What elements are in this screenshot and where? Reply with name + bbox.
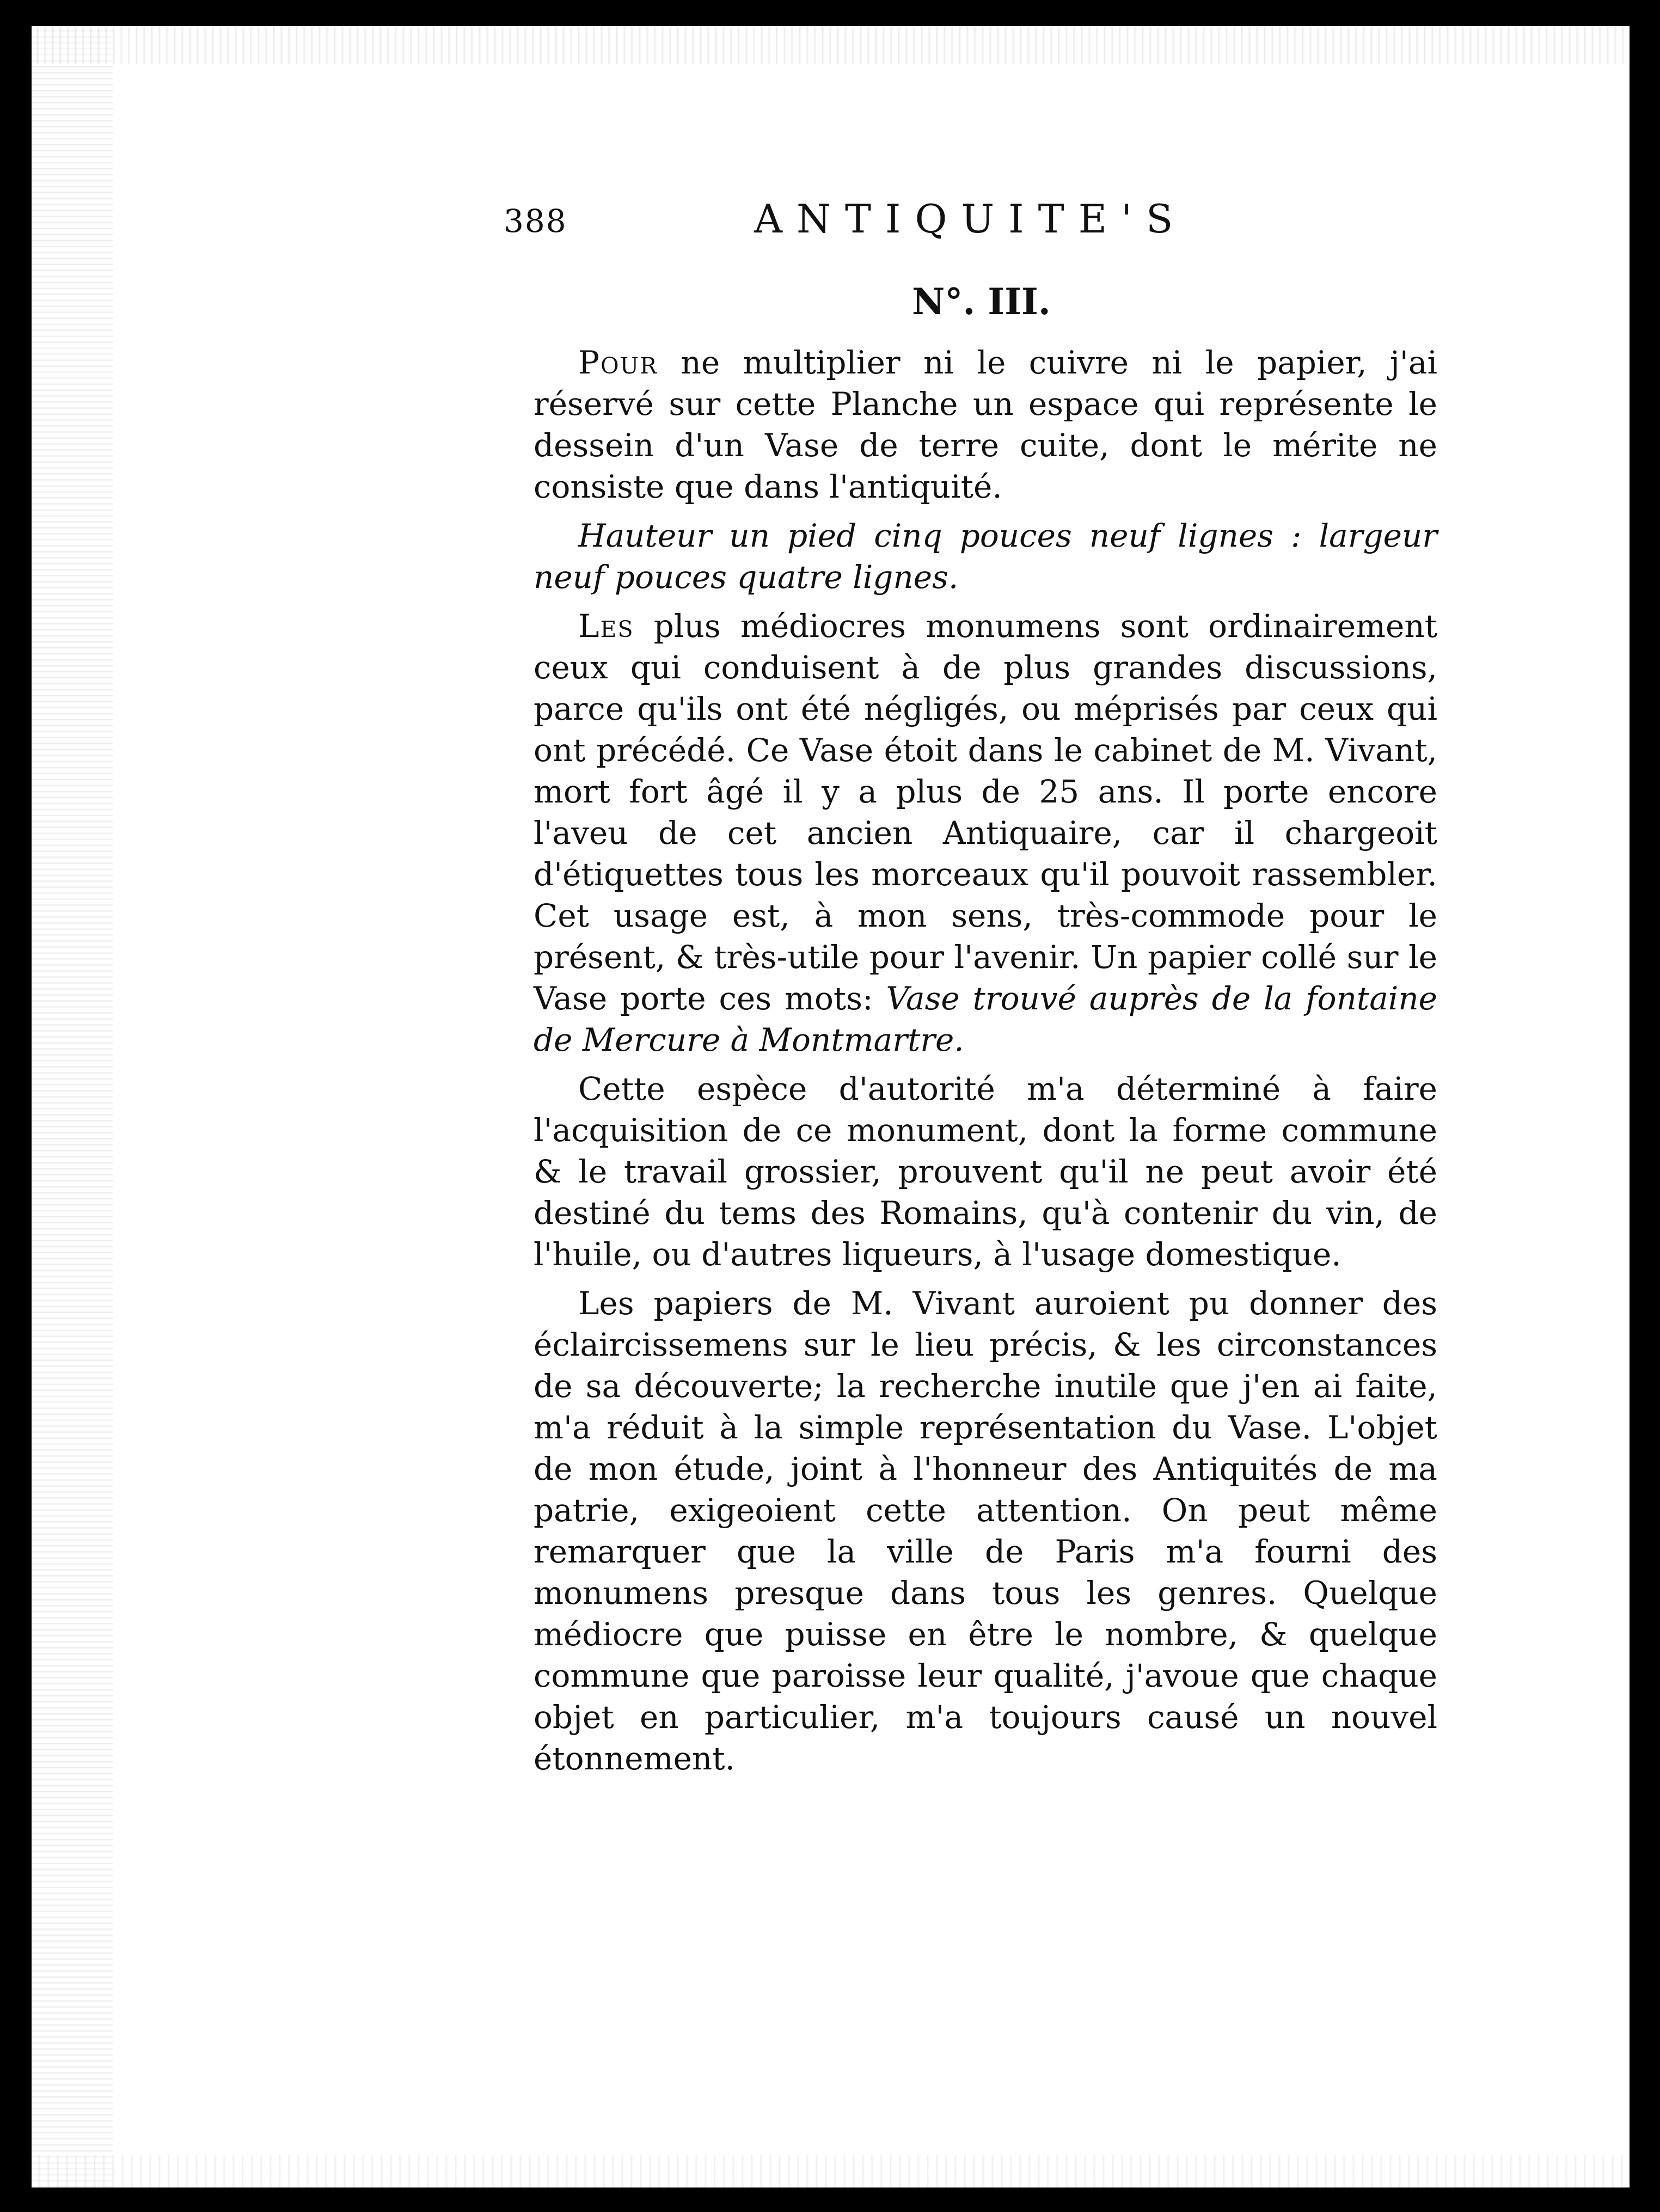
running-head [504, 196, 1211, 261]
scan-edge-noise-top [32, 26, 1630, 64]
paragraph-2-text: plus médiocres monumens sont ordinairement ceux qui conduisent à de plus grandes discussions, parce qu'ils ont été négligés, ou méprisés par ceux qui ont précédé. Ce Vase étoit dans le cabinet de M. Vivant, mort fort âgé il y a plus de 25 ans. Il porte encore l'aveu de cet ancien Antiquaire, car il chargeoit d'étiquettes tous les morceaux qu'il pouvoit rassembler. Cet usage est, à mon sens, très-commode pour le présent, & très-utile pour l'avenir. Un papier collé sur le Vase porte ces mots: [534, 608, 1437, 1017]
running-title: ANTIQUITE'S [754, 196, 1187, 242]
dimensions-note: Hauteur un pied cinq pouces neuf lignes : largeur neuf pouces quatre lignes. [534, 517, 1437, 596]
paragraph-2-lead: Les [578, 608, 634, 645]
paragraph-2 [534, 605, 1437, 1061]
paragraph-1-lead: Pour [578, 344, 658, 381]
scan-edge-noise-bottom [32, 2155, 1630, 2188]
body-text [534, 342, 1437, 1787]
paragraph-4: Les papiers de M. Vivant auroient pu donner des éclaircissemens sur le lieu précis, & les circonstances de sa découverte; la recherche inutile que j'en ai faite, m'a réduit à la simple représentation du Vase. L'objet de mon étude, joint à l'honneur des Antiquités de ma patrie, exigeoient cette attention. On peut même remarquer que la ville de Paris m'a fourni des monumens presque dans tous les genres. Quelque médiocre que puisse en être le nombre, & quelque commune que paroisse leur qualité, j'avoue que chaque objet en particulier, m'a toujours causé un nouvel étonnement. [534, 1285, 1437, 1777]
page-number: 388 [504, 203, 567, 240]
paragraph-1 [534, 342, 1437, 507]
label-quotation: Vase trouvé auprès de la fontaine de Mercure à Montmartre. [534, 980, 1437, 1058]
paragraph-1-text: ne multiplier ni le cuivre ni le papier, j'ai réservé sur cette Planche un espace qui représente le dessein d'un Vase de terre cuite, dont le mérite ne consiste que dans l'antiquité. [534, 344, 1437, 505]
scan-edge-noise-left [32, 26, 113, 2188]
paragraph-3: Cette espèce d'autorité m'a déterminé à faire l'acquisition de ce monument, dont la forme commune & le travail grossier, prouvent qu'il ne peut avoir été destiné du tems des Romains, qu'à contenir du vin, de l'huile, ou d'autres liqueurs, à l'usage domestique. [534, 1070, 1437, 1273]
section-number: N°. III. [912, 280, 1051, 323]
